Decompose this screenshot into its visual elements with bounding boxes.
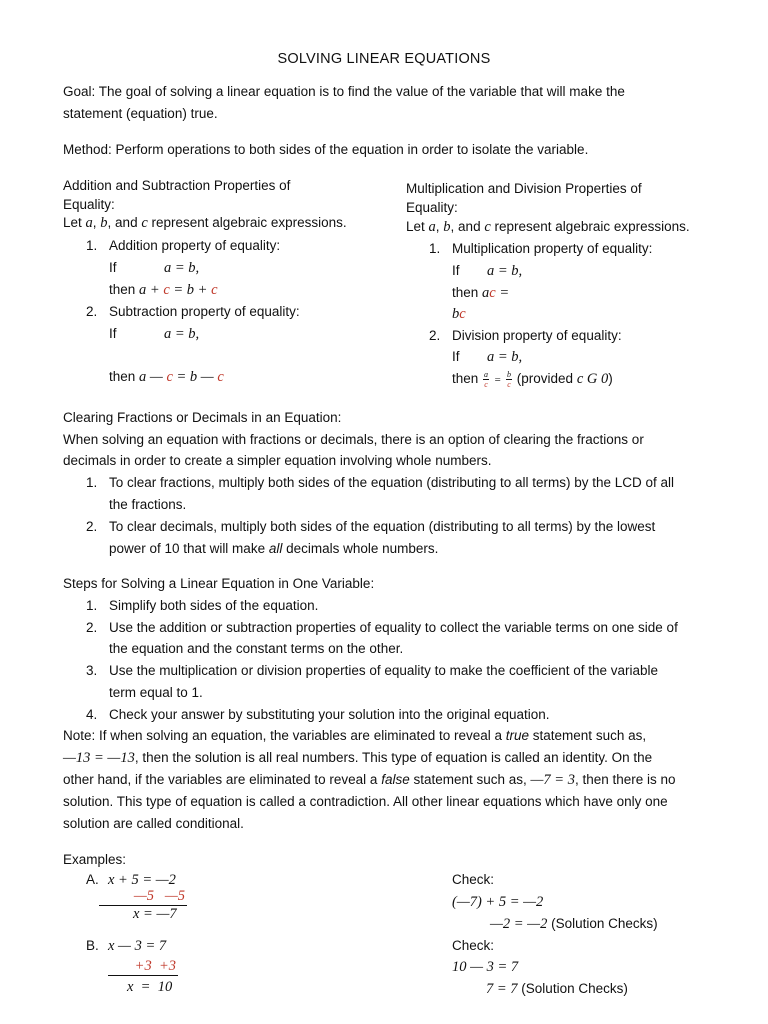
note-line-1: Note: If when solving an equation, the variables are eliminated to reveal a true statement such as, xyxy=(63,728,647,743)
example-a-check-2: —2 = —2 (Solution Checks) xyxy=(490,916,658,932)
mul-item-label: Multiplication property of equality: xyxy=(452,241,653,256)
clearing-item-2-number: 2. xyxy=(86,519,98,534)
mul-div-heading-1: Multiplication and Division Properties of xyxy=(406,181,642,196)
mul-then-result: bc xyxy=(452,306,466,322)
step-3-line-1: Use the multiplication or division properties of equality to make the coefficient of the variable xyxy=(109,663,659,678)
mul-item-number: 1. xyxy=(429,241,441,256)
step-2-line-1: Use the addition or subtraction properties of equality to collect the variable terms on one side of xyxy=(109,620,678,635)
step-1-text: Simplify both sides of the equation. xyxy=(109,598,319,613)
mul-then: then ac = xyxy=(452,285,510,301)
add-item-number: 1. xyxy=(86,238,98,253)
example-a-result: x = —7 xyxy=(133,906,177,922)
example-a-equation: x + 5 = —2 xyxy=(108,872,176,888)
mul-div-let: Let a, b, and c represent algebraic expressions. xyxy=(406,219,690,235)
example-b-equation: x — 3 = 7 xyxy=(108,938,167,954)
method-text: Method: Perform operations to both sides of the equation in order to isolate the variable. xyxy=(63,142,589,157)
fraction-b-over-c: $\frac{b}{c}$ xyxy=(507,369,512,389)
clearing-item-2-line-1: To clear decimals, multiply both sides of the equation (distributing to all terms) by the lowest xyxy=(109,519,656,534)
fraction-a-over-c: $\frac{a}{c}$ xyxy=(484,369,489,389)
sub-then: then a — c = b — c xyxy=(109,369,224,385)
step-3-number: 3. xyxy=(86,663,98,678)
sub-item-number: 2. xyxy=(86,304,98,319)
example-b-work: +3 +3 xyxy=(108,957,178,976)
goal-line-1: Goal: The goal of solving a linear equation is to find the value of the variable that will make the xyxy=(63,84,625,99)
div-then: then $\frac{a}{c}$ = $\frac{b}{c}$ (provided c G 0) xyxy=(452,369,613,389)
div-if-equation: a = b, xyxy=(487,349,523,365)
mul-if: If xyxy=(452,263,460,278)
clearing-item-1-line-2: the fractions. xyxy=(109,497,187,512)
example-a-work: —5 —5 xyxy=(99,887,187,906)
add-sub-let: Let a, b, and c represent algebraic expressions. xyxy=(63,215,347,231)
add-then: then a + c = b + c xyxy=(109,282,218,298)
add-sub-heading-1: Addition and Subtraction Properties of xyxy=(63,178,291,193)
example-b-check-1: 10 — 3 = 7 xyxy=(452,959,519,975)
sub-if: If xyxy=(109,326,117,341)
step-4-text: Check your answer by substituting your solution into the original equation. xyxy=(109,707,550,722)
step-2-number: 2. xyxy=(86,620,98,635)
example-a-check-label: Check: xyxy=(452,872,495,887)
div-if: If xyxy=(452,349,460,364)
div-item-label: Division property of equality: xyxy=(452,328,622,343)
goal-line-2: statement (equation) true. xyxy=(63,106,218,121)
mul-if-equation: a = b, xyxy=(487,263,523,279)
note-line-2: —13 = —13, then the solution is all real numbers. This type of equation is called an identity. On the xyxy=(63,750,653,766)
add-if-equation: a = b, xyxy=(164,260,200,276)
steps-heading: Steps for Solving a Linear Equation in One Variable: xyxy=(63,576,375,591)
clearing-intro-2: decimals in order to create a simpler equation involving whole numbers. xyxy=(63,453,492,468)
add-if: If xyxy=(109,260,117,275)
examples-heading: Examples: xyxy=(63,852,127,867)
example-b-check-2: 7 = 7 (Solution Checks) xyxy=(486,981,628,997)
step-4-number: 4. xyxy=(86,707,98,722)
example-a-label: A. xyxy=(86,872,99,887)
step-1-number: 1. xyxy=(86,598,98,613)
example-b-result: x = 10 xyxy=(127,979,173,995)
clearing-item-1-line-1: To clear fractions, multiply both sides of the equation (distributing to all terms) by the LCD of all xyxy=(109,475,675,490)
note-line-4: solution. This type of equation is called a contradiction. All other linear equations which have only one xyxy=(63,794,668,809)
clearing-heading: Clearing Fractions or Decimals in an Equation: xyxy=(63,410,342,425)
mul-div-heading-2: Equality: xyxy=(406,200,458,215)
step-3-line-2: term equal to 1. xyxy=(109,685,203,700)
note-line-5: solution are called conditional. xyxy=(63,816,244,831)
page-title: SOLVING LINEAR EQUATIONS xyxy=(277,51,491,67)
add-item-label: Addition property of equality: xyxy=(109,238,281,253)
clearing-item-1-number: 1. xyxy=(86,475,98,490)
example-b-check-label: Check: xyxy=(452,938,495,953)
add-sub-heading-2: Equality: xyxy=(63,197,115,212)
div-item-number: 2. xyxy=(429,328,441,343)
sub-if-equation: a = b, xyxy=(164,326,200,342)
note-line-3: other hand, if the variables are eliminated to reveal a false statement such as, —7 = 3, then there is no xyxy=(63,772,676,788)
example-b-label: B. xyxy=(86,938,99,953)
step-2-line-2: the equation and the constant terms on the other. xyxy=(109,641,404,656)
clearing-item-2-line-2: power of 10 that will make all decimals whole numbers. xyxy=(109,541,439,556)
sub-item-label: Subtraction property of equality: xyxy=(109,304,300,319)
example-a-check-1: (—7) + 5 = —2 xyxy=(452,894,544,910)
clearing-intro-1: When solving an equation with fractions or decimals, there is an option of clearing the fractions or xyxy=(63,432,644,447)
